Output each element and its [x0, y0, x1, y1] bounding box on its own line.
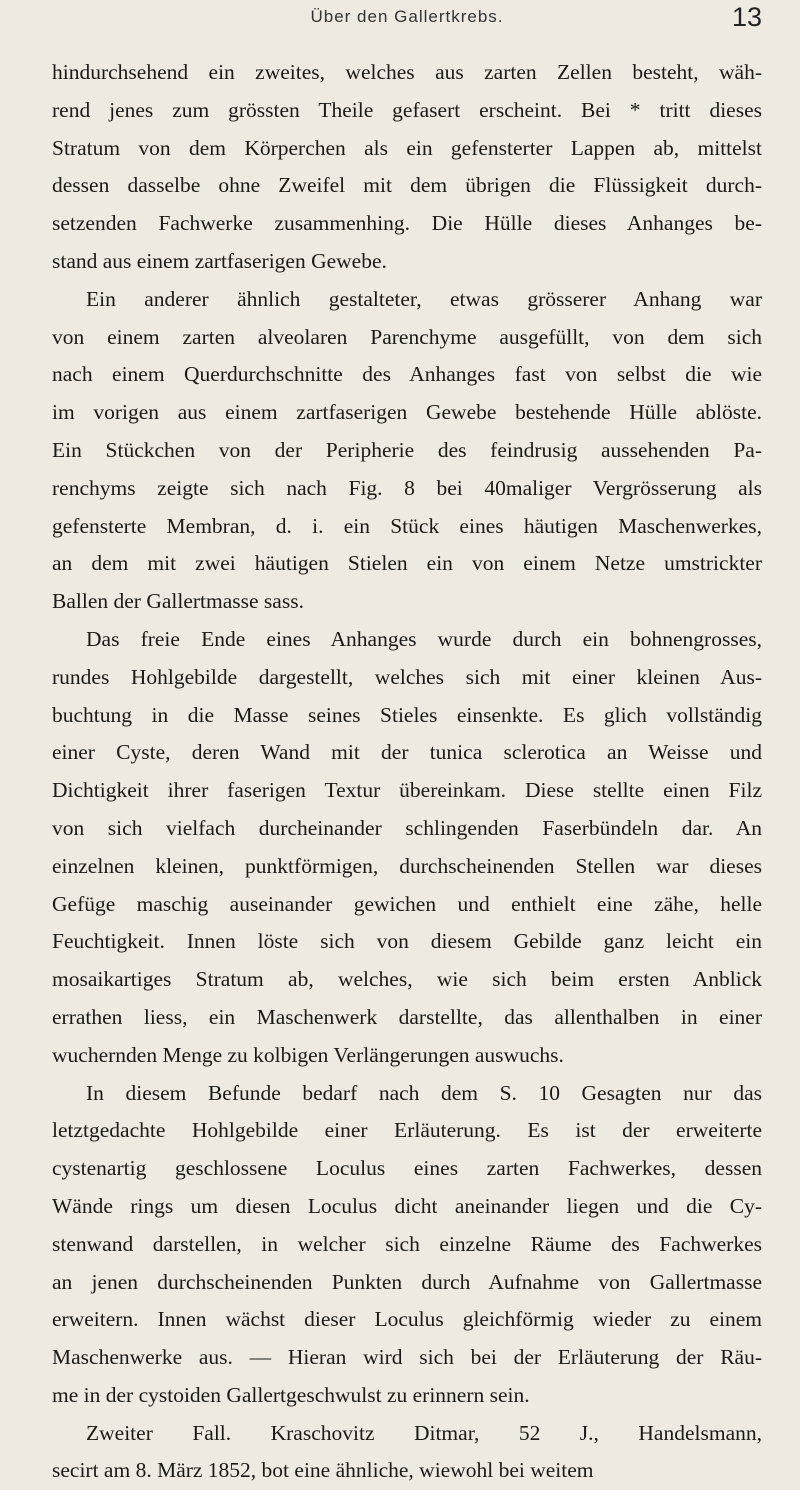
text-line: Maschenwerke aus. — Hieran wird sich bei der Erläuterung der Räu-	[52, 1345, 762, 1370]
text-line: Stratum von dem Körperchen als ein gefensterter Lappen ab, mittelst	[52, 135, 762, 160]
text-line: von sich vielfach durcheinander schlingenden Faserbündeln dar. An	[52, 815, 762, 840]
text-line: Ein Stückchen von der Peripherie des feindrusig aussehenden Pa-	[52, 437, 762, 462]
text-line: gefensterte Membran, d. i. ein Stück eines häutigen Maschenwerkes,	[52, 513, 762, 538]
text-line: stenwand darstellen, in welcher sich einzelne Räume des Fachwerkes	[52, 1231, 762, 1256]
text-line: von einem zarten alveolaren Parenchyme ausgefüllt, von dem sich	[52, 324, 762, 349]
text-line: Zweiter Fall. Kraschovitz Ditmar, 52 J., Handelsmann,	[86, 1420, 762, 1445]
page-header	[52, 0, 762, 50]
text-line: an dem mit zwei häutigen Stielen ein von einem Netze umstrickter	[52, 551, 762, 576]
text-line: rundes Hohlgebilde dargestellt, welches sich mit einer kleinen Aus-	[52, 664, 762, 689]
text-line: Feuchtigkeit. Innen löste sich von diesem Gebilde ganz leicht ein	[52, 929, 762, 954]
text-line: einer Cyste, deren Wand mit der tunica sclerotica an Weisse und	[52, 740, 762, 765]
text-line: rend jenes zum grössten Theile gefasert erscheint. Bei * tritt dieses	[52, 97, 762, 122]
body-text	[52, 54, 762, 1490]
text-line: Das freie Ende eines Anhanges wurde durch ein bohnengrosses,	[86, 626, 762, 651]
text-line: errathen liess, ein Maschenwerk darstellte, das allenthalben in einer	[52, 1004, 762, 1029]
text-line: im vorigen aus einem zartfaserigen Gewebe bestehende Hülle ablöste.	[52, 400, 762, 425]
page-number: 13	[731, 2, 762, 32]
text-line: nach einem Querdurchschnitte des Anhanges fast von selbst die wie	[52, 362, 762, 387]
text-line: setzenden Fachwerke zusammenhing. Die Hülle dieses Anhanges be-	[52, 211, 762, 236]
text-line: Ein anderer ähnlich gestalteter, etwas grösserer Anhang war	[86, 286, 762, 311]
text-line: dessen dasselbe ohne Zweifel mit dem übrigen die Flüssigkeit durch-	[52, 173, 762, 198]
text-line: Gefüge maschig auseinander gewichen und enthielt eine zähe, helle	[52, 891, 762, 916]
text-line: cystenartig geschlossene Loculus eines zarten Fachwerkes, dessen	[52, 1156, 762, 1181]
text-line: renchyms zeigte sich nach Fig. 8 bei 40maliger Vergrösserung als	[52, 475, 762, 500]
text-line: me in der cystoiden Gallertgeschwulst zu erinnern sein.	[52, 1382, 530, 1407]
text-line: wuchernden Menge zu kolbigen Verlängerungen auswuchs.	[52, 1042, 564, 1067]
text-line: buchtung in die Masse seines Stieles einsenkte. Es glich vollständig	[52, 702, 762, 727]
text-line: In diesem Befunde bedarf nach dem S. 10 Gesagten nur das	[86, 1080, 762, 1105]
text-line: hindurchsehend ein zweites, welches aus zarten Zellen besteht, wäh-	[52, 60, 762, 84]
text-line: letztgedachte Hohlgebilde einer Erläuterung. Es ist der erweiterte	[52, 1118, 762, 1143]
text-line: erweitern. Innen wächst dieser Loculus gleichförmig wieder zu einem	[52, 1307, 762, 1332]
text-line: einzelnen kleinen, punktförmigen, durchscheinenden Stellen war dieses	[52, 853, 762, 878]
text-line: stand aus einem zartfaserigen Gewebe.	[52, 248, 387, 273]
text-line: Wände rings um diesen Loculus dicht aneinander liegen und die Cy-	[52, 1193, 762, 1218]
running-title: Über den Gallertkrebs.	[310, 7, 504, 26]
text-line: an jenen durchscheinenden Punkten durch Aufnahme von Gallertmasse	[52, 1269, 762, 1294]
text-line: Ballen der Gallertmasse sass.	[52, 589, 304, 614]
text-line: mosaikartiges Stratum ab, welches, wie sich beim ersten Anblick	[52, 967, 762, 992]
text-line: secirt am 8. März 1852, bot eine ähnliche, wiewohl bei weitem	[52, 1458, 594, 1483]
text-line: Dichtigkeit ihrer faserigen Textur übereinkam. Diese stellte einen Filz	[52, 778, 762, 803]
